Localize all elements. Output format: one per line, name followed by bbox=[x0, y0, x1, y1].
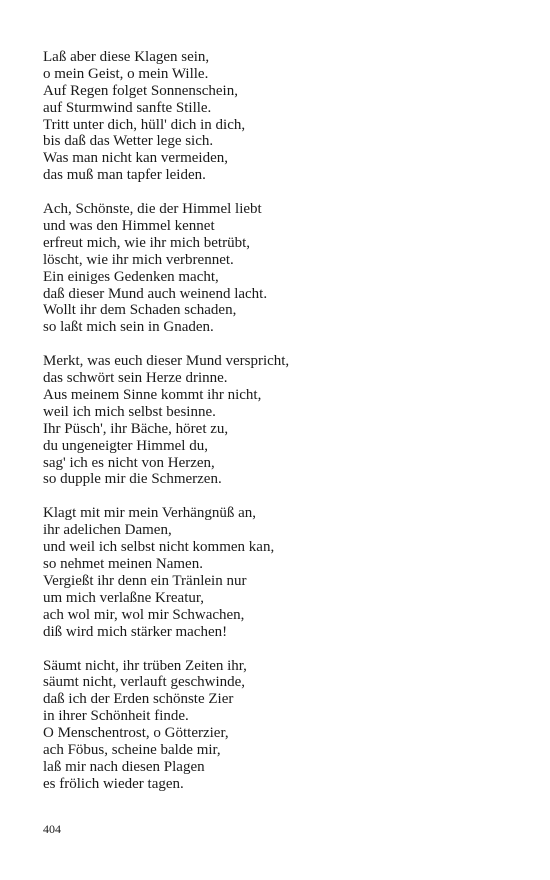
poem-line: Vergießt ihr denn ein Tränlein nur bbox=[43, 572, 247, 589]
poem-line: ihr adelichen Damen, bbox=[43, 522, 172, 539]
poem-line: ach wol mir, wol mir Schwachen, bbox=[43, 606, 245, 623]
poem-line: so laßt mich sein in Gnaden. bbox=[43, 319, 214, 336]
stanza-2 bbox=[43, 201, 523, 336]
poem-line: das schwört sein Herze drinne. bbox=[43, 370, 228, 387]
poem-line: säumt nicht, verlauft geschwinde, bbox=[43, 674, 246, 691]
poem-line: Tritt unter dich, hüll' dich in dich, bbox=[43, 116, 246, 133]
poem-line: laß mir nach diesen Plagen bbox=[43, 758, 205, 775]
poem-line: daß ich der Erden schönste Zier bbox=[43, 691, 234, 708]
poem-line: und weil ich selbst nicht kommen kan, bbox=[43, 539, 275, 556]
poem-line: Auf Regen folget Sonnenschein, bbox=[43, 82, 238, 99]
poem-line: Ein einiges Gedenken macht, bbox=[43, 268, 219, 285]
poem-line: Ihr Püsch', ihr Bäche, höret zu, bbox=[43, 420, 229, 437]
poem-line: in ihrer Schönheit finde. bbox=[43, 708, 189, 725]
stanza-1 bbox=[43, 49, 523, 184]
stanza-4 bbox=[43, 505, 523, 640]
poem-line: das muß man tapfer leiden. bbox=[43, 167, 206, 184]
poem-line: Merkt, was euch dieser Mund verspricht, bbox=[43, 353, 290, 370]
poem-line: weil ich mich selbst besinne. bbox=[43, 403, 216, 420]
poem-line: sag' ich es nicht von Herzen, bbox=[43, 454, 215, 471]
poem-line: Was man nicht kan vermeiden, bbox=[43, 150, 228, 167]
poem-line: Aus meinem Sinne kommt ihr nicht, bbox=[43, 387, 262, 404]
poem-line: um mich verlaßne Kreatur, bbox=[43, 589, 205, 606]
poem-body bbox=[43, 49, 523, 810]
poem-line: es frölich wieder tagen. bbox=[43, 775, 184, 792]
poem-line: löscht, wie ihr mich verbrennet. bbox=[43, 251, 234, 268]
poem-line: O Menschentrost, o Götterzier, bbox=[43, 725, 229, 742]
poem-line: Säumt nicht, ihr trüben Zeiten ihr, bbox=[43, 657, 247, 674]
poem-line: o mein Geist, o mein Wille. bbox=[43, 65, 209, 82]
stanza-3 bbox=[43, 353, 523, 488]
poem-line: Laß aber diese Klagen sein, bbox=[43, 49, 210, 65]
poem-line: daß dieser Mund auch weinend lacht. bbox=[43, 285, 268, 302]
poem-line: diß wird mich stärker machen! bbox=[43, 623, 228, 640]
poem-line: so dupple mir die Schmerzen. bbox=[43, 471, 222, 488]
poem-line: Klagt mit mir mein Verhängnüß an, bbox=[43, 505, 257, 522]
poem-line: Wollt ihr dem Schaden schaden, bbox=[43, 302, 237, 319]
poem-line: du ungeneigter Himmel du, bbox=[43, 437, 208, 454]
stanza-5 bbox=[43, 658, 523, 793]
poem-line: ach Föbus, scheine balde mir, bbox=[43, 741, 221, 758]
poem-line: erfreut mich, wie ihr mich betrübt, bbox=[43, 234, 251, 251]
poem-line: Ach, Schönste, die der Himmel liebt bbox=[43, 201, 262, 218]
poem-line: bis daß das Wetter lege sich. bbox=[43, 133, 214, 150]
page-number: 404 bbox=[43, 822, 61, 836]
poem-line: auf Sturmwind sanfte Stille. bbox=[43, 99, 212, 116]
poem-line: so nehmet meinen Namen. bbox=[43, 556, 203, 573]
poem-line: und was den Himmel kennet bbox=[43, 218, 215, 235]
